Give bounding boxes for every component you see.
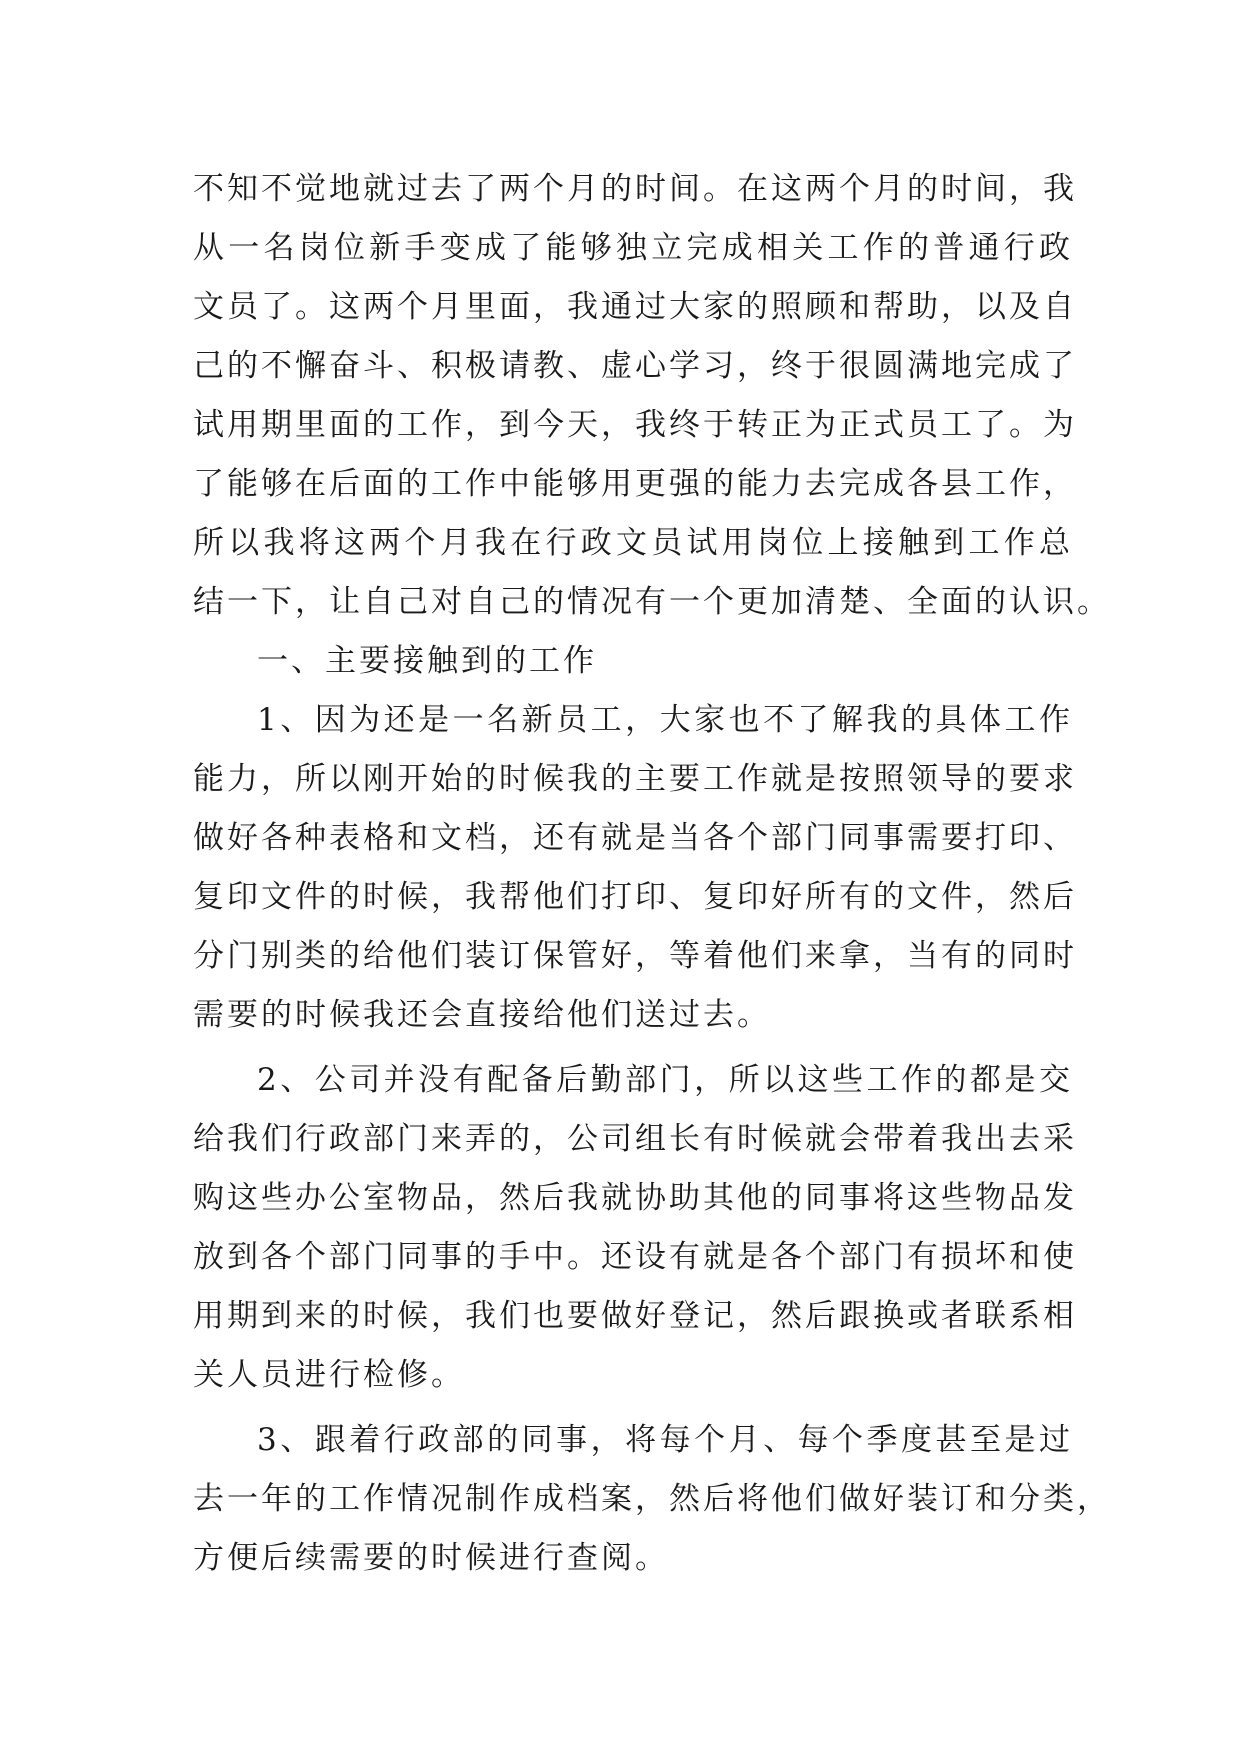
text-line: 3、跟着行政部的同事，将每个月、每个季度甚至是过	[257, 1422, 1073, 1458]
text-line: 方便后续需要的时候进行查阅。	[193, 1540, 669, 1576]
paragraph-item-1	[193, 691, 1077, 1045]
text-line: 购这些办公室物品，然后我就协助其他的同事将这些物品发	[193, 1180, 1077, 1216]
text-line: 从一名岗位新手变成了能够独立完成相关工作的普通行政	[193, 230, 1073, 266]
text-line: 给我们行政部门来弄的，公司组长有时候就会带着我出去采	[193, 1121, 1077, 1157]
text-line: 所以我将这两个月我在行政文员试用岗位上接触到工作总	[193, 525, 1073, 561]
heading-line: 一、主要接触到的工作	[257, 643, 597, 679]
text-line: 用期到来的时候，我们也要做好登记，然后跟换或者联系相	[193, 1298, 1077, 1334]
text-line: 1、因为还是一名新员工，大家也不了解我的具体工作	[257, 702, 1073, 738]
text-line: 不知不觉地就过去了两个月的时间。在这两个月的时间，我	[193, 171, 1077, 207]
text-line: 己的不懈奋斗、积极请教、虚心学习，终于很圆满地完成了	[193, 348, 1077, 384]
text-line: 试用期里面的工作，到今天，我终于转正为正式员工了。为	[193, 407, 1077, 443]
text-line: 文员了。这两个月里面，我通过大家的照顾和帮助，以及自	[193, 289, 1077, 325]
text-line: 能力，所以刚开始的时候我的主要工作就是按照领导的要求	[193, 761, 1077, 797]
section-heading	[193, 632, 1073, 691]
text-line: 分门别类的给他们装订保管好，等着他们来拿，当有的同时	[193, 938, 1077, 974]
text-line: 2、公司并没有配备后勤部门，所以这些工作的都是交	[257, 1062, 1073, 1098]
text-line: 结一下，让自己对自己的情况有一个更加清楚、全面的认识。	[193, 584, 1111, 620]
text-line: 了能够在后面的工作中能够用更强的能力去完成各县工作，	[193, 466, 1077, 502]
document-body	[193, 160, 1111, 1588]
text-line: 关人员进行检修。	[193, 1357, 465, 1393]
text-line: 复印文件的时候，我帮他们打印、复印好所有的文件，然后	[193, 879, 1077, 915]
text-line: 需要的时候我还会直接给他们送过去。	[193, 997, 771, 1033]
paragraph-intro	[193, 160, 1111, 632]
text-line: 去一年的工作情况制作成档案，然后将他们做好装订和分类，	[193, 1481, 1111, 1517]
text-line: 做好各种表格和文档，还有就是当各个部门同事需要打印、	[193, 820, 1077, 856]
text-line: 放到各个部门同事的手中。还设有就是各个部门有损坏和使	[193, 1239, 1077, 1275]
paragraph-item-2	[193, 1051, 1077, 1405]
paragraph-item-3	[193, 1411, 1111, 1588]
